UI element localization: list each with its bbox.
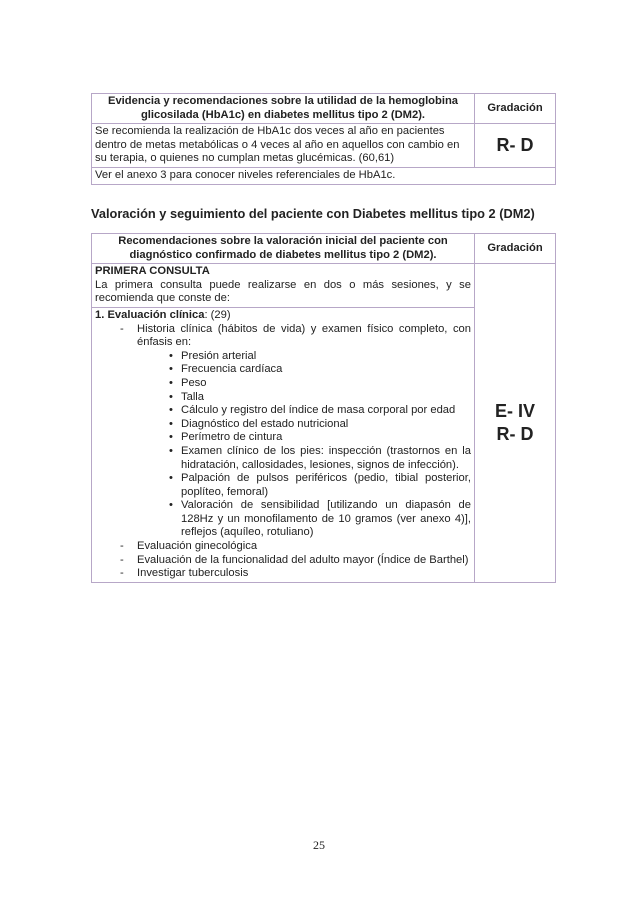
- bullet-icon: •: [169, 444, 173, 457]
- list-item: [95, 445, 471, 472]
- assessment-grad-header: Gradación: [475, 234, 556, 264]
- list-item: [95, 391, 471, 405]
- bullet-text: Examen clínico de los pies: inspección (trastornos en la hidratación, callosidades, lesiones, signos de infección).: [181, 444, 471, 471]
- bullet-text: Diagnóstico del estado nutricional: [181, 417, 349, 430]
- hba1c-grade: R- D: [475, 124, 556, 168]
- assessment-grade-recommendation: R- D: [496, 424, 534, 445]
- assessment-table-header: Recomendaciones sobre la valoración inicial del paciente con diagnóstico confirmado de diabetes mellitus tipo 2 (DM2).: [92, 234, 475, 264]
- dash-marker: -: [120, 322, 124, 335]
- list-item: [95, 554, 471, 568]
- assessment-grade-evidence: E- IV: [494, 401, 535, 422]
- list-item: [95, 377, 471, 391]
- clinical-evaluation-label: 1. Evaluación clínica: [95, 308, 205, 321]
- initial-assessment-table: [91, 233, 556, 583]
- dash-marker: -: [120, 553, 124, 566]
- bullet-icon: •: [169, 390, 173, 403]
- clinical-evaluation-cell: [92, 307, 475, 582]
- bullet-icon: •: [169, 417, 173, 430]
- hba1c-table: [91, 93, 556, 185]
- primera-consulta-text: La primera consulta puede realizarse en dos o más sesiones, y se recomienda que conste de:: [95, 278, 471, 305]
- clinical-evaluation-heading: [95, 309, 471, 323]
- list-item: [95, 350, 471, 364]
- list-item: [95, 323, 471, 350]
- list-item: [95, 540, 471, 554]
- list-item: [95, 363, 471, 377]
- bullet-icon: •: [169, 499, 173, 512]
- list-item: [95, 404, 471, 418]
- hba1c-note: Ver el anexo 3 para conocer niveles referenciales de HbA1c.: [92, 167, 556, 184]
- hba1c-table-header: Evidencia y recomendaciones sobre la utilidad de la hemoglobina glicosilada (HbA1c) en diabetes mellitus tipo 2 (DM2).: [92, 94, 475, 124]
- bullet-icon: •: [169, 363, 173, 376]
- historia-clinica-text: Historia clínica (hábitos de vida) y examen físico completo, con énfasis en:: [137, 322, 471, 349]
- bullet-text: Peso: [181, 376, 207, 389]
- list-item: [95, 567, 471, 581]
- page-number: 25: [313, 838, 325, 852]
- bullet-text: Presión arterial: [181, 349, 257, 362]
- dash-text: Evaluación ginecológica: [137, 540, 258, 553]
- bullet-icon: •: [169, 404, 173, 417]
- dash-text: Evaluación de la funcionalidad del adulto mayor (Índice de Barthel): [137, 553, 469, 566]
- bullet-icon: •: [169, 349, 173, 362]
- section-title: Valoración y seguimiento del paciente con Diabetes mellitus tipo 2 (DM2): [91, 206, 535, 221]
- hba1c-recommendation: Se recomienda la realización de HbA1c dos veces al año en pacientes dentro de metas metabólicas o 4 veces al año en aquellos con cambio en su terapia, o quienes no cumplan metas glucémicas. (60,61): [92, 124, 475, 168]
- bullet-icon: •: [169, 472, 173, 485]
- clinical-evaluation-ref: : (29): [204, 308, 231, 321]
- list-item: [95, 499, 471, 540]
- list-item: [95, 431, 471, 445]
- dash-marker: -: [120, 567, 124, 580]
- primera-consulta-cell: [92, 264, 475, 308]
- bullet-icon: •: [169, 376, 173, 389]
- bullet-text: Talla: [181, 390, 205, 403]
- list-item: [95, 472, 471, 499]
- hba1c-grad-header: Gradación: [475, 94, 556, 124]
- bullet-text: Cálculo y registro del índice de masa corporal por edad: [181, 404, 456, 417]
- dash-marker: -: [120, 540, 124, 553]
- bullet-text: Palpación de pulsos periféricos (pedio, tibial posterior, poplíteo, femoral): [181, 472, 471, 498]
- list-item: [95, 418, 471, 432]
- bullet-text: Perímetro de cintura: [181, 431, 283, 444]
- assessment-grade: [475, 264, 556, 583]
- dash-text: Investigar tuberculosis: [137, 567, 249, 580]
- bullet-text: Valoración de sensibilidad [utilizando un diapasón de 128Hz y un monofilamento de 10 gramos (ver anexo 4)], reflejos (aquíleo, rotuliano): [181, 499, 471, 539]
- primera-consulta-title: PRIMERA CONSULTA: [95, 265, 210, 278]
- bullet-text: Frecuencia cardíaca: [181, 363, 283, 376]
- bullet-icon: •: [169, 431, 173, 444]
